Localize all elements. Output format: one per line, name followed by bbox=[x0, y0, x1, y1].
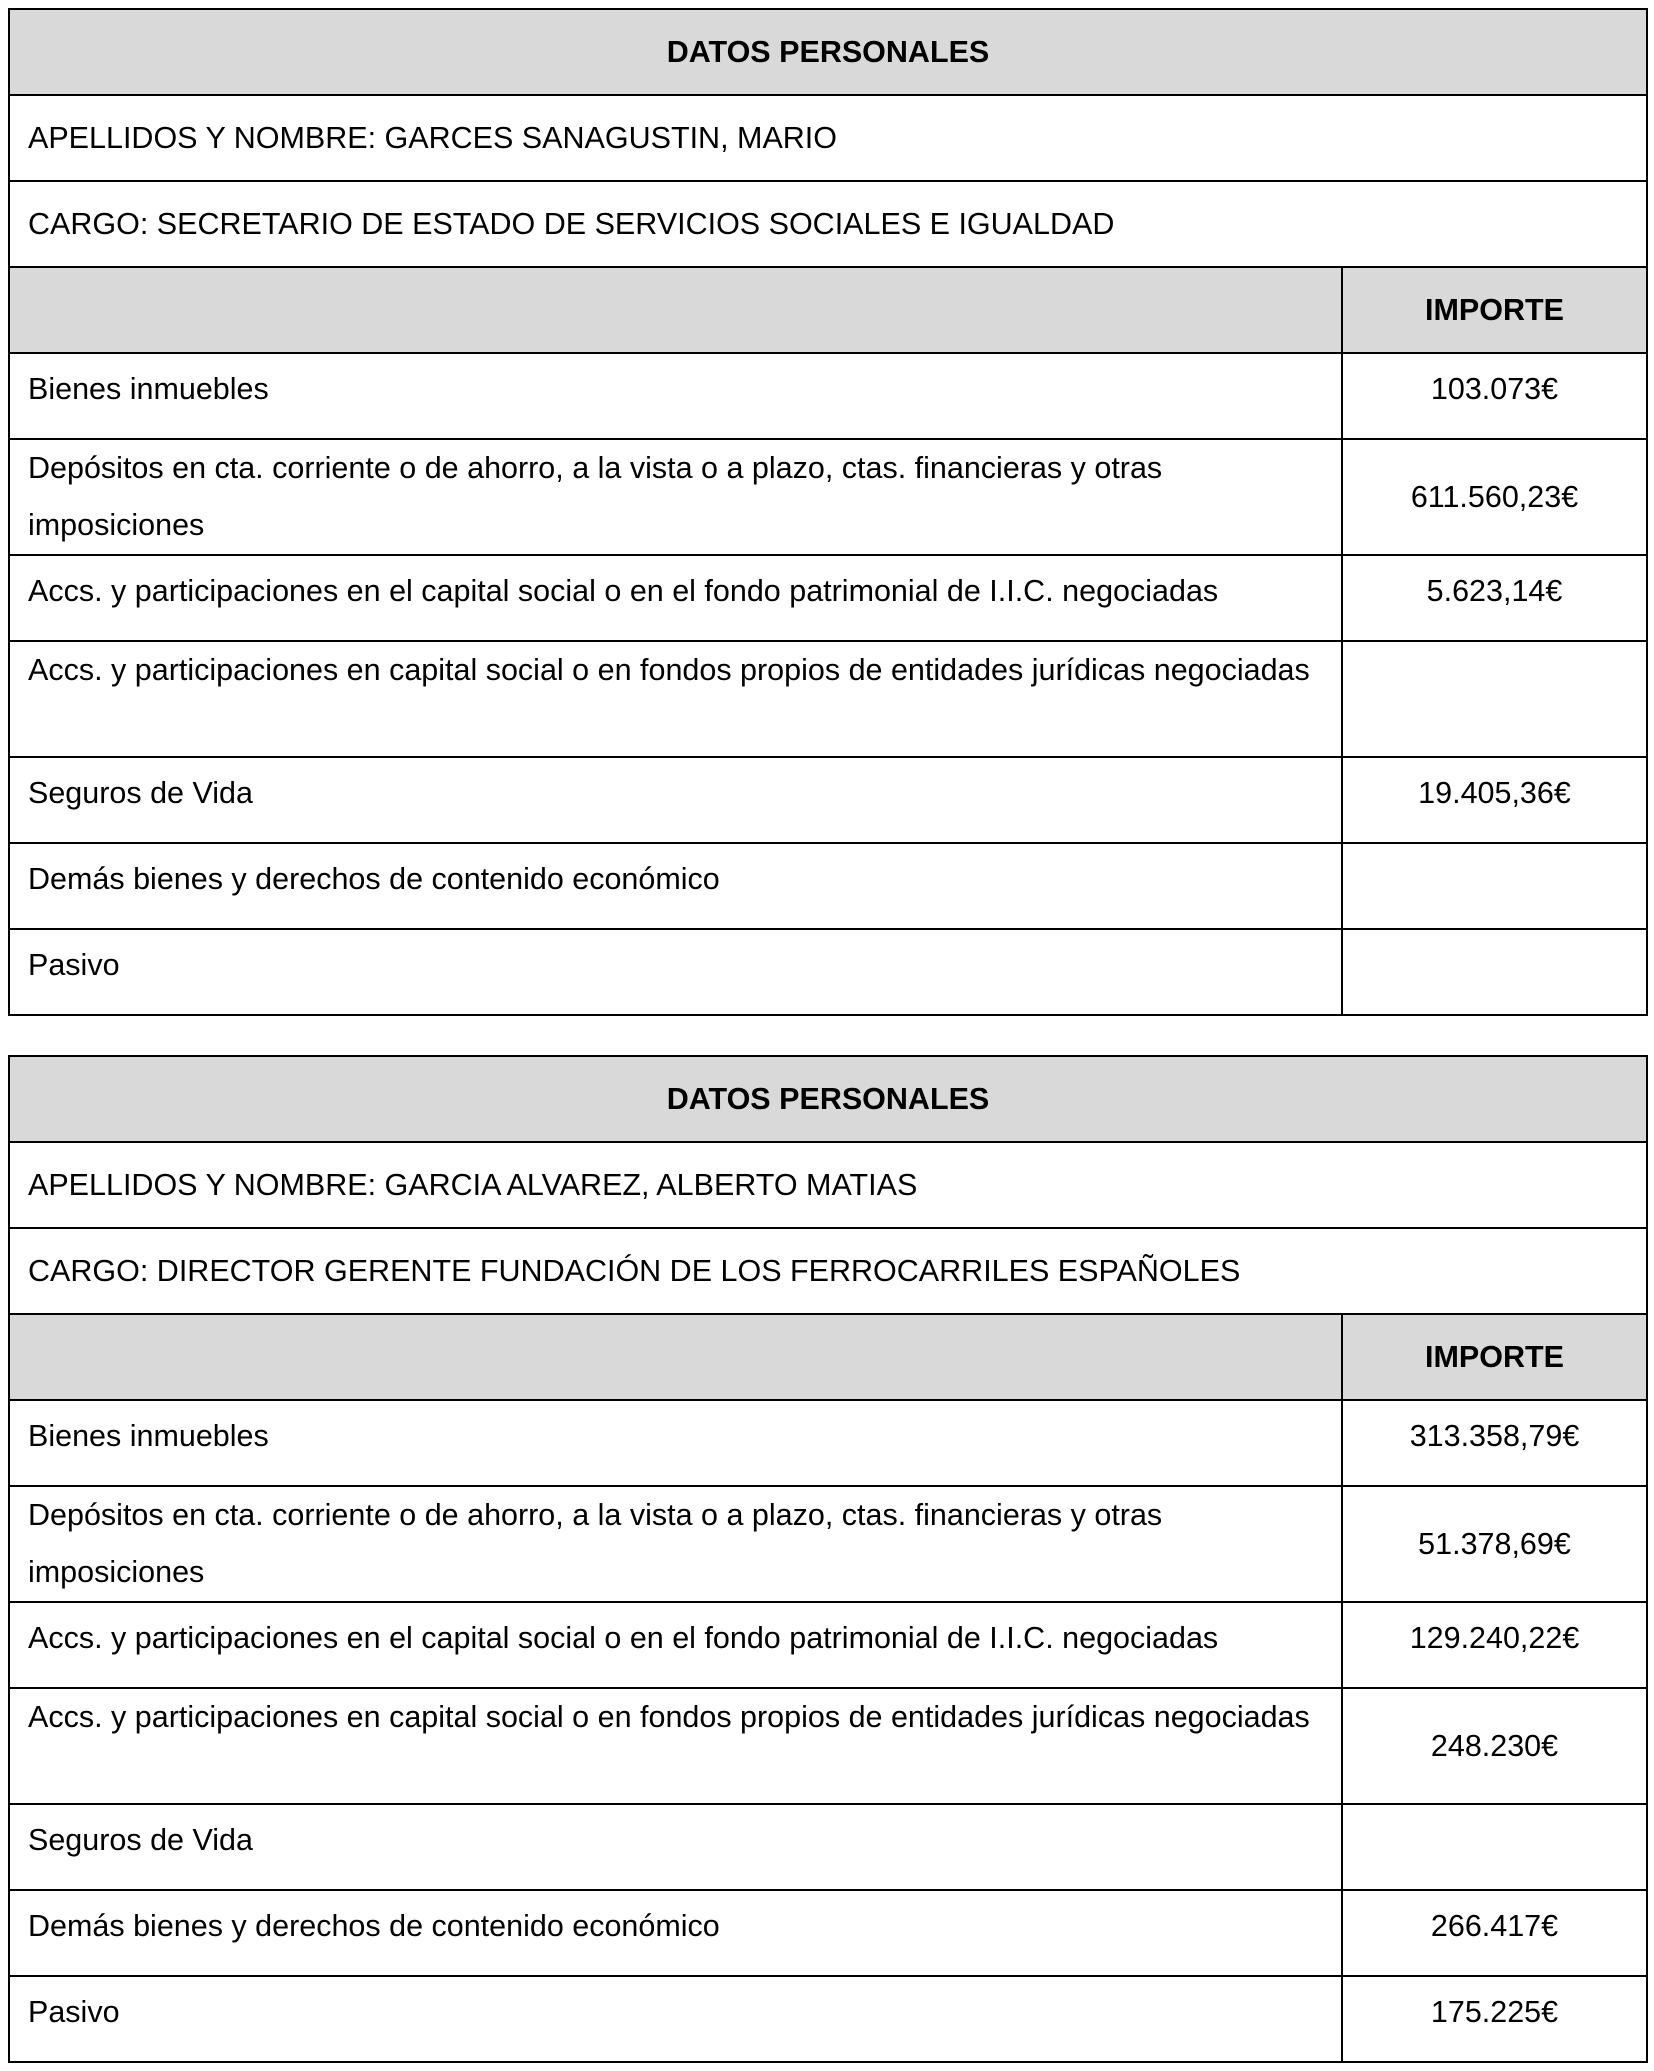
name-row bbox=[9, 95, 1647, 181]
asset-label: Accs. y participaciones en el capital social o en el fondo patrimonial de I.I.C. negociadas bbox=[9, 555, 1342, 641]
asset-value bbox=[1342, 843, 1647, 929]
asset-label: Depósitos en cta. corriente o de ahorro, a la vista o a plazo, ctas. financieras y otras imposiciones bbox=[9, 439, 1342, 555]
asset-value: 248.230€ bbox=[1342, 1688, 1647, 1804]
name-row bbox=[9, 1142, 1647, 1228]
header-row bbox=[9, 9, 1647, 95]
asset-value: 19.405,36€ bbox=[1342, 757, 1647, 843]
asset-label: Accs. y participaciones en el capital social o en el fondo patrimonial de I.I.C. negociadas bbox=[9, 1602, 1342, 1688]
asset-value bbox=[1342, 929, 1647, 1015]
asset-value: 129.240,22€ bbox=[1342, 1602, 1647, 1688]
asset-row bbox=[9, 1976, 1647, 2062]
column-header-blank bbox=[9, 267, 1342, 353]
column-header-row bbox=[9, 1314, 1647, 1400]
asset-label: Demás bienes y derechos de contenido económico bbox=[9, 1890, 1342, 1976]
asset-value: 103.073€ bbox=[1342, 353, 1647, 439]
asset-value: 51.378,69€ bbox=[1342, 1486, 1647, 1602]
asset-value: 266.417€ bbox=[1342, 1890, 1647, 1976]
column-header-importe: IMPORTE bbox=[1342, 1314, 1647, 1400]
name-line: APELLIDOS Y NOMBRE: GARCES SANAGUSTIN, MARIO bbox=[9, 95, 1647, 181]
asset-row bbox=[9, 1486, 1647, 1602]
asset-row bbox=[9, 353, 1647, 439]
asset-value: 175.225€ bbox=[1342, 1976, 1647, 2062]
cargo-line: CARGO: DIRECTOR GERENTE FUNDACIÓN DE LOS FERROCARRILES ESPAÑOLES bbox=[9, 1228, 1647, 1314]
asset-row bbox=[9, 641, 1647, 757]
asset-value: 313.358,79€ bbox=[1342, 1400, 1647, 1486]
asset-label: Bienes inmuebles bbox=[9, 353, 1342, 439]
asset-row bbox=[9, 1602, 1647, 1688]
declaration-table-2 bbox=[8, 1055, 1648, 2063]
asset-value bbox=[1342, 1804, 1647, 1890]
asset-label: Seguros de Vida bbox=[9, 757, 1342, 843]
cargo-row bbox=[9, 1228, 1647, 1314]
asset-value bbox=[1342, 641, 1647, 757]
asset-row bbox=[9, 1804, 1647, 1890]
column-header-blank bbox=[9, 1314, 1342, 1400]
asset-label: Pasivo bbox=[9, 1976, 1342, 2062]
cargo-row bbox=[9, 181, 1647, 267]
asset-label: Accs. y participaciones en capital social o en fondos propios de entidades jurídicas negociadas bbox=[9, 641, 1342, 757]
section-header: DATOS PERSONALES bbox=[9, 9, 1647, 95]
asset-label: Pasivo bbox=[9, 929, 1342, 1015]
asset-row bbox=[9, 757, 1647, 843]
asset-row bbox=[9, 555, 1647, 641]
column-header-row bbox=[9, 267, 1647, 353]
asset-label: Bienes inmuebles bbox=[9, 1400, 1342, 1486]
name-line: APELLIDOS Y NOMBRE: GARCIA ALVAREZ, ALBERTO MATIAS bbox=[9, 1142, 1647, 1228]
asset-row bbox=[9, 439, 1647, 555]
asset-row bbox=[9, 1400, 1647, 1486]
asset-label: Depósitos en cta. corriente o de ahorro, a la vista o a plazo, ctas. financieras y otras imposiciones bbox=[9, 1486, 1342, 1602]
asset-label: Accs. y participaciones en capital social o en fondos propios de entidades jurídicas negociadas bbox=[9, 1688, 1342, 1804]
asset-value: 5.623,14€ bbox=[1342, 555, 1647, 641]
section-header: DATOS PERSONALES bbox=[9, 1056, 1647, 1142]
asset-label: Demás bienes y derechos de contenido económico bbox=[9, 843, 1342, 929]
asset-row bbox=[9, 1688, 1647, 1804]
asset-row bbox=[9, 929, 1647, 1015]
asset-label: Seguros de Vida bbox=[9, 1804, 1342, 1890]
cargo-line: CARGO: SECRETARIO DE ESTADO DE SERVICIOS SOCIALES E IGUALDAD bbox=[9, 181, 1647, 267]
asset-row bbox=[9, 1890, 1647, 1976]
header-row bbox=[9, 1056, 1647, 1142]
column-header-importe: IMPORTE bbox=[1342, 267, 1647, 353]
asset-value: 611.560,23€ bbox=[1342, 439, 1647, 555]
declaration-table-1 bbox=[8, 8, 1648, 1016]
asset-row bbox=[9, 843, 1647, 929]
